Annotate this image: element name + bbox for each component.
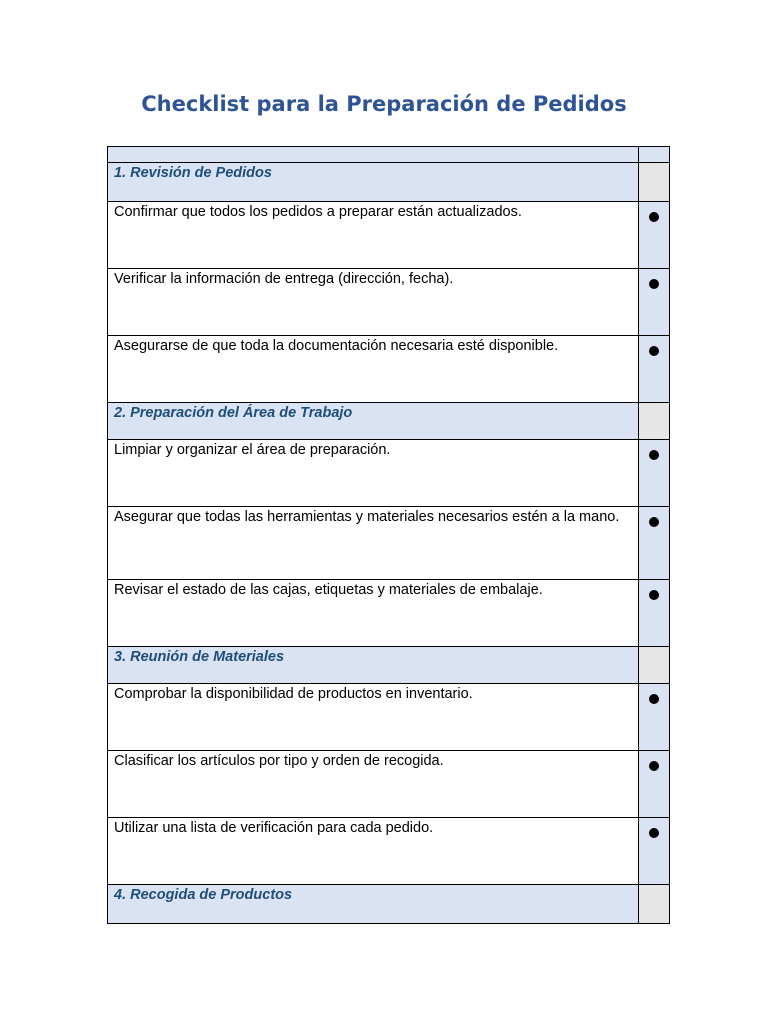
section-mark-cell: [639, 647, 670, 684]
item-check-cell[interactable]: [639, 336, 670, 403]
item-text-cell: [108, 818, 639, 885]
item-text-cell: [108, 507, 639, 580]
bullet-icon: [649, 761, 659, 771]
checklist-item: [108, 751, 670, 818]
bullet-icon: [649, 517, 659, 527]
checklist-item: [108, 269, 670, 336]
item-text-cell: [108, 336, 639, 403]
item-label: Asegurarse de que toda la documentación necesaria esté disponible.: [114, 338, 559, 354]
checklist-item: [108, 507, 670, 580]
section-row: [108, 885, 670, 924]
checklist-item: [108, 818, 670, 885]
bullet-icon: [649, 828, 659, 838]
item-label: Utilizar una lista de verificación para cada pedido.: [114, 820, 434, 836]
item-text-cell: [108, 269, 639, 336]
item-check-cell[interactable]: [639, 751, 670, 818]
item-text-cell: [108, 580, 639, 647]
section-row: [108, 163, 670, 202]
checklist-item: [108, 202, 670, 269]
item-label: Comprobar la disponibilidad de productos en inventario.: [114, 686, 473, 702]
section-mark-cell: [639, 163, 670, 202]
header-mark-cell: [639, 147, 670, 163]
section-mark-cell: [639, 403, 670, 440]
section-heading: 3. Reunión de Materiales: [108, 647, 639, 684]
checklist-item: [108, 580, 670, 647]
item-check-cell[interactable]: [639, 580, 670, 647]
item-text-cell: [108, 751, 639, 818]
bullet-icon: [649, 590, 659, 600]
item-label: Confirmar que todos los pedidos a preparar están actualizados.: [114, 204, 522, 220]
section-heading: 1. Revisión de Pedidos: [108, 163, 639, 202]
item-label: Verificar la información de entrega (dirección, fecha).: [114, 271, 454, 287]
bullet-icon: [649, 212, 659, 222]
item-label: Limpiar y organizar el área de preparación.: [114, 442, 391, 458]
item-label: Clasificar los artículos por tipo y orden de recogida.: [114, 753, 444, 769]
item-check-cell[interactable]: [639, 684, 670, 751]
checklist-table: [107, 146, 670, 924]
item-check-cell[interactable]: [639, 818, 670, 885]
checklist-item: [108, 440, 670, 507]
bullet-icon: [649, 279, 659, 289]
checklist-item: [108, 336, 670, 403]
header-cell: [108, 147, 639, 163]
item-check-cell[interactable]: [639, 440, 670, 507]
item-text-cell: [108, 440, 639, 507]
page-title: Checklist para la Preparación de Pedidos: [141, 92, 627, 116]
item-text-cell: [108, 684, 639, 751]
checklist-item: [108, 684, 670, 751]
section-row: [108, 647, 670, 684]
table-header-row: [108, 147, 670, 163]
item-check-cell[interactable]: [639, 269, 670, 336]
bullet-icon: [649, 450, 659, 460]
item-check-cell[interactable]: [639, 202, 670, 269]
bullet-icon: [649, 694, 659, 704]
item-text-cell: [108, 202, 639, 269]
item-label: Asegurar que todas las herramientas y materiales necesarios estén a la mano.: [114, 509, 620, 525]
item-check-cell[interactable]: [639, 507, 670, 580]
section-heading: 4. Recogida de Productos: [108, 885, 639, 924]
bullet-icon: [649, 346, 659, 356]
item-label: Revisar el estado de las cajas, etiquetas y materiales de embalaje.: [114, 582, 543, 598]
section-mark-cell: [639, 885, 670, 924]
section-heading: 2. Preparación del Área de Trabajo: [108, 403, 639, 440]
section-row: [108, 403, 670, 440]
